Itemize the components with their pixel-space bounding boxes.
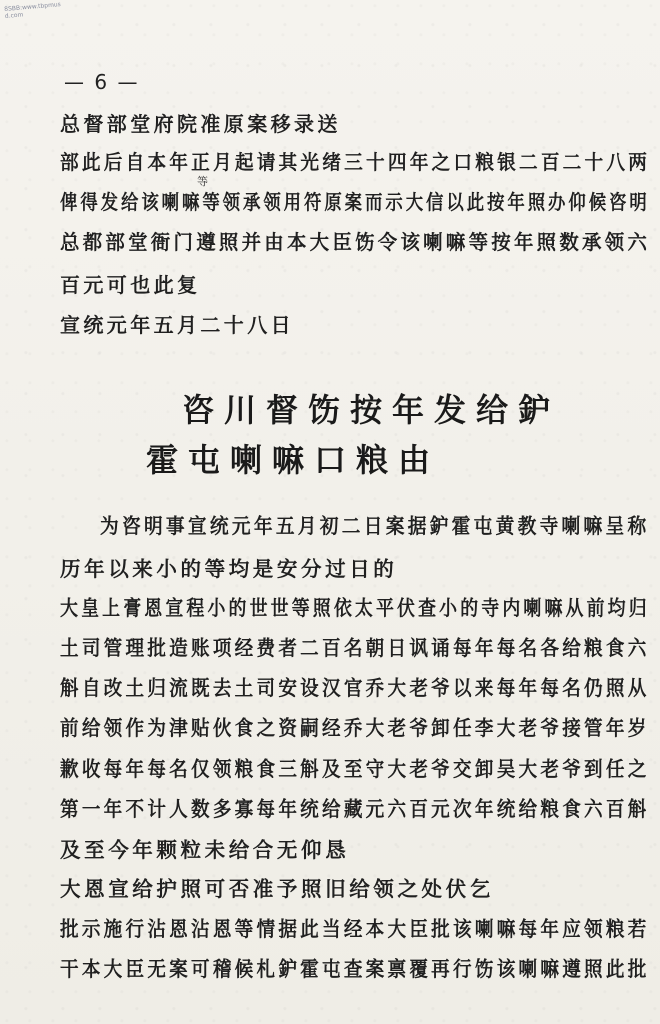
- text-line-top-1: 总督部堂府院准原案移录送: [60, 112, 341, 136]
- body-line-5: 斛自改土归流既去土司安设汉官乔大老爷以来每年每名仍照从: [60, 676, 650, 700]
- text-line-date: 宣统元年五月二十八日: [60, 313, 294, 337]
- body-line-6: 前给领作为津贴伙食之资嗣经乔大老爷卸任李大老爷接管年岁: [60, 716, 650, 740]
- text-line-top-3: 俾得发给该喇嘛等领承领用符原案而示大信以此按年照办仰候咨明: [60, 190, 650, 214]
- text-line-top-2: 部此后自本年正月起请其光绪三十四年之口粮银二百二十八两: [60, 150, 651, 174]
- page-number: — 6 —: [64, 70, 140, 94]
- body-line-2: 历年以来小的等均是安分过日的: [60, 557, 398, 581]
- text-line-top-5: 百元可也此复: [60, 273, 201, 297]
- text-line-top-4: 总都部堂衙门遵照并由本大臣饬令该喇嘛等按年照数承领六: [60, 230, 651, 254]
- body-line-12: 干本大臣无案可稽候札鈩霍屯查案禀覆再行饬该喇嘛遵照此批: [60, 957, 650, 981]
- body-line-10: 大恩宣给护照可否准予照旧给领之处伏乞: [60, 877, 494, 901]
- section-title-line-2: 霍屯喇嘛口粮由: [146, 441, 441, 479]
- body-line-1: 为咨明事宣统元年五月初二日案据鈩霍屯黄教寺喇嘛呈称: [100, 514, 650, 538]
- section-title-line-1: 咨川督饬按年发给鈩: [182, 391, 561, 429]
- watermark-text: 8SBB:www.tbpmusd.com: [4, 1, 62, 20]
- body-line-9: 及至今年颗粒未给合无仰恳: [60, 838, 350, 862]
- body-line-7: 歉收每年每名仅领粮食三斛及至守大老爷交卸吴大老爷到任之: [60, 757, 650, 781]
- body-line-3: 大皇上膏恩宣程小的世世等照依太平伏查小的寺内喇嘛从前均归: [60, 596, 650, 620]
- body-line-11: 批示施行沾恩沾恩等情据此当经本大臣批该喇嘛每年应领粮若: [60, 917, 650, 941]
- body-line-8: 第一年不计人数多寡每年统给藏元六百元次年统给粮食六百斛: [60, 797, 650, 821]
- handwritten-mark: 等: [197, 175, 208, 188]
- body-line-4: 土司管理批造账项经费者二百名朝日讽诵每年每名各给粮食六: [60, 636, 650, 660]
